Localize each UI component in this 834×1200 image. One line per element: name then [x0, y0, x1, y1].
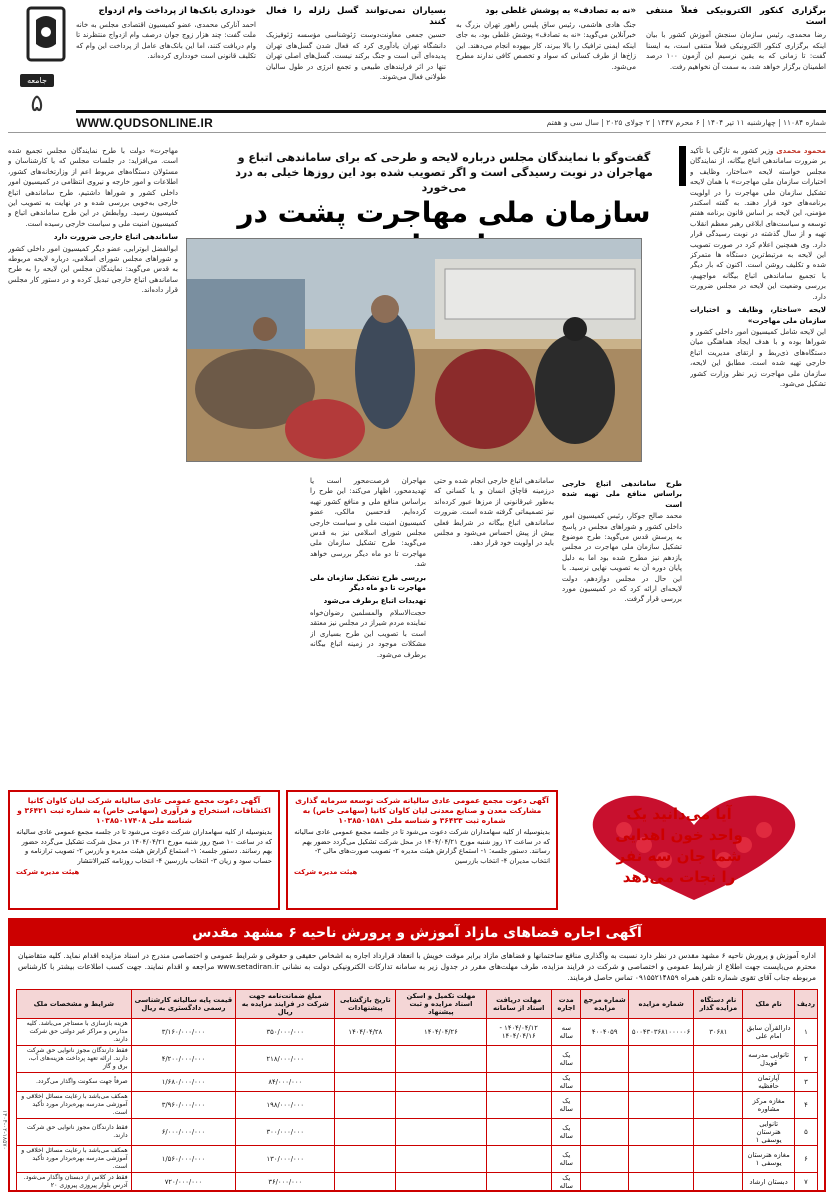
- brief-4: [76, 6, 256, 98]
- blood-ad-text: آیا می‌دانید یک واحد خون اهدایی شما جان سه نفر را نجات می‌دهد: [615, 805, 743, 886]
- table-cell: تانوایی هنرستان یوسفی ۱: [743, 1119, 795, 1146]
- table-cell: [335, 1119, 396, 1146]
- table-cell: [396, 1092, 486, 1119]
- kicker: گفت‌وگو با نمایندگان مجلس درباره لایحه و طرحی که برای ساماندهی اتباع و مهاجران در نوبت رسیدگی است و اگر تصویب شده بود این روزها خیلی به درد می‌خورد: [235, 151, 653, 194]
- byline: محمود محمدی: [776, 147, 826, 155]
- quds-logo: [6, 4, 68, 117]
- body-text: ابوالفضل ابوترابی، عضو دیگر کمیسیون امور داخلی کشور و شوراهای مجلس شورای اسلامی، درباره لایحه مربوطه به قدس می‌گوید: نمایندگان مجلس این لایحه را به طرح ساماندهی اتباع خارجی تبدیل کرده و در دستور کار مجلس قرار داده‌اند.: [8, 244, 178, 295]
- table-cell: تانوایی مدرسه قویدل: [743, 1046, 795, 1073]
- table-cell: فقط در کلاس از دبستان واگذار می‌شود. آدرس بلوار پیروزی پیروزی ۲۰: [17, 1173, 132, 1192]
- ad-box-2: [286, 790, 558, 910]
- table-header-cell: قیمت پایه سالیانه کارشناسی رسمی دادگستری به ریال: [131, 990, 236, 1019]
- headline-bar: [679, 146, 686, 186]
- table-cell: [486, 1119, 551, 1146]
- brief-text: حسین جمعی معاونت‌دوست ژئوشناسی مؤسسه ژئوفیزیک دانشگاه تهران یادآوری کرد که فعال شدن گسل‌های تهران پدیده‌ای آنی است و جنگ برکند نیست. گسل‌های اصلی تهران تنها در اثر فرایندهای طبیعی و تجمع انرژی در طول سالیان طولانی فعال می‌شوند.: [266, 31, 446, 81]
- table-cell: ۱۳۰/۰۰۰/۰۰۰: [236, 1146, 335, 1173]
- table-cell: [694, 1119, 743, 1146]
- table-cell: ۴: [794, 1092, 817, 1119]
- table-cell: دبستان ارشاد: [743, 1173, 795, 1192]
- table-cell: ۱۴۰۴/۰۴/۲۸: [335, 1019, 396, 1046]
- refugees-photo: [186, 239, 641, 462]
- table-cell: ۳/۱۶۰/۰۰۰/۰۰۰: [131, 1019, 236, 1046]
- body-text: ساماندهی اتباع خارجی انجام شده و حتی درزمینه قاچاق انسان و یا کسانی که به‌طور غیرقانونی از مرزها عبور کرده‌اند نیز تصمیماتی گرفته شده است. ضرورت ساماندهی اتباع بیگانه در شرایط فعلی بیش از پیش احساس می‌شود و مجلس باید در اولویت خود قرار دهد.: [434, 477, 554, 548]
- table-body: [17, 1019, 818, 1192]
- table-cell: [628, 1073, 693, 1092]
- table-row: [17, 1092, 818, 1119]
- brief-2: [456, 6, 636, 98]
- body-text: این لایحه شامل کمیسیون امور داخلی کشور و شوراها بوده و با هدف ایجاد هماهنگی میان دستگاه‌های ذی‌ربط و ارتقای مدیریت اتباع خارجی تهیه شده است. مطابق این لایحه، سازمان ملی مهاجرت زیر نظر وزارت کشور تشکیل می‌شود.: [690, 327, 826, 388]
- brief-title: خودداری بانک‌ها از پرداخت وام ازدواج: [98, 6, 256, 16]
- table-cell: ۳۶/۰۰۰/۰۰۰: [236, 1173, 335, 1192]
- table-cell: ۳۰۶۸۱: [694, 1019, 743, 1046]
- table-cell: مغازه هنرستان یوسفی ۱: [743, 1146, 795, 1173]
- subheading: لایحه «ساختار، وظایف و اختیارات سازمان ملی مهاجرت»: [690, 306, 826, 325]
- table-cell: ۷۲۰/۰۰۰/۰۰۰: [131, 1173, 236, 1192]
- table-header-cell: شماره مزایده: [628, 990, 693, 1019]
- info-bar: [76, 110, 826, 132]
- table-cell: [335, 1046, 396, 1073]
- table-cell: [628, 1119, 693, 1146]
- table-row: [17, 1146, 818, 1173]
- table-header-cell: مهلت تکمیل و اسکن اسناد مزایده و ثبت پیشنهاد: [396, 990, 486, 1019]
- table-cell: ۳: [794, 1073, 817, 1092]
- brief-1: [646, 6, 826, 98]
- table-cell: [694, 1073, 743, 1092]
- table-header-cell: شرایط و مشخصات ملک: [17, 990, 132, 1019]
- brief-title: «نه به تصادف» به پوشش غلطی بود: [485, 6, 636, 16]
- table-header-cell: مهلت دریافت اسناد از سامانه: [486, 990, 551, 1019]
- quds-logo-icon: [24, 4, 68, 68]
- brief-text: احمد آنارکی محمدی، عضو کمیسیون اقتصادی مجلس به خانه ملت گفت: چند هزار زوج جوان درصف وام ازدواج منتظرند تا وام دریافت کنند، اما این بانک‌های عامل از پرداخت این وام که تکلیف قانونی است خودداری کرده‌اند.: [76, 20, 256, 60]
- table-cell: [694, 1092, 743, 1119]
- website-link[interactable]: WWW.QUDSONLINE.IR: [76, 115, 214, 130]
- table-cell: ۵۰۰۴۳۰۳۶۸۱۰۰۰۰۰۶: [628, 1019, 693, 1046]
- table-cell: ۵: [794, 1119, 817, 1146]
- table-cell: [396, 1073, 486, 1092]
- table-cell: [581, 1046, 628, 1073]
- table-cell: سه ساله: [552, 1019, 581, 1046]
- subheading: طرح ساماندهی اتباع خارجی براساس منافع ملی تهیه شده است: [562, 480, 682, 509]
- brief-text: رضا محمدی، رئیس سازمان سنجش آموزش کشور با بیان اینکه برگزاری کنکور الکترونیکی فعلاً منتفی است، به ایسنا گفت: تا زمانی که به یقین نرسیم این آزمون ۱۰۰ درصد اطمینان برگزار خواهد شد، به سمت آن نخواهیم رفت.: [646, 31, 826, 71]
- table-cell: [628, 1146, 693, 1173]
- article-column-left: [8, 146, 178, 780]
- table-row: [17, 1019, 818, 1046]
- table-cell: [396, 1046, 486, 1073]
- table-cell: ۱۴۰۴/۰۴/۱۲ - ۱۴۰۴/۰۴/۱۶: [486, 1019, 551, 1046]
- article-column-mid1: [562, 476, 682, 780]
- headline: سازمان ملی مهاجرت پشت در: [237, 196, 651, 229]
- table-cell: [335, 1146, 396, 1173]
- table-cell: یک ساله: [552, 1173, 581, 1192]
- table-cell: ۸۴/۰۰۰/۰۰۰: [236, 1073, 335, 1092]
- table-cell: ۲: [794, 1046, 817, 1073]
- article-column-mid2: [434, 476, 554, 780]
- table-cell: یک ساله: [552, 1119, 581, 1146]
- table-cell: یک ساله: [552, 1092, 581, 1119]
- table-cell: [694, 1046, 743, 1073]
- brief-text: جنگ هادی هاشمی، رئیس ساق پلیس راهور تهران بزرگ به خبرآنلاین می‌گوید: «نه به تصادف» پوشش غلطی بود، به جای اینکه ایمنی ترافیک را بالا ببرند، کار بیهوده انجام می‌دهند. این زاخ‌ها از طرف کسانی که سواد و تخصص کافی ندارند مطرح می‌شود.: [456, 20, 636, 71]
- tender-intro: اداره آموزش و پرورش ناحیه ۶ مشهد مقدس در نظر دارد نسبت به واگذاری منافع ساختمانها و فضاهای مازاد برابر موقت خویش با انعقاد قرارداد اجاره به اشخاص حقیقی و حقوقی و شرایط عمومی و اختصاصی مندرج در اسناد مزایده اقدام نماید. کلیه متقاضیان محترم می‌بایست جهت اطلاع از شرایط عمومی و اختصاصی و شرکت در فرایند مزایده، طرف مهلت‌های مقرر در جدول زیر به سامانه تدارکات الکترونیکی دولت به نشانی www.setadiran.ir مراجعه و اقدام نمایند. جهت کسب اطلاعات بیشتر با کارشناس مربوطه جناب آقای تقوی شماره تلفن همراه ۰۹۱۵۵۲۱۴۸۵۹ تماس حاصل فرمایند.: [18, 951, 816, 982]
- table-header-cell: تاریخ بازگشایی پیشنهادات: [335, 990, 396, 1019]
- table-cell: فقط دارندگان مجوز نانوایی حق شرکت دارند. ارائه تعهد پرداخت هزینه‌های آب، برق و گاز: [17, 1046, 132, 1073]
- table-header-row: [17, 990, 818, 1019]
- table-cell: ۲۱۸/۰۰۰/۰۰۰: [236, 1046, 335, 1073]
- tender-ad: [8, 918, 826, 1192]
- table-cell: هزینه بازسازی با مستاجر می‌باشد. کلیه مدارس و مراکز غیر دولتی حق شرکت دارند.: [17, 1019, 132, 1046]
- ad-signature: هیئت مدیره شرکت: [16, 868, 80, 876]
- table-header-cell: ردیف: [794, 990, 817, 1019]
- table-cell: ۱/۶۸۰/۰۰۰/۰۰۰: [131, 1073, 236, 1092]
- body-text: مهاجرت» دولت با طرح نمایندگان مجلس تجمیع شده است. می‌افزاید: در جلسات مجلس که با کارشناسان و مسئولان دستگاه‌های مربوط اعم از وزارتخانه‌های کشور، اطلاعات و امور خارجه و نیروی انتظامی در کمیسیون امور داخلی کشور و شوراها داشتیم، طرح ساماندهی اتباع خارجی به‌خوبی بررسی شده و در نهایت به تصویب این کمیسیون رسید. روابطش در این طرح ساماندهی اتباع و کمیسیون امنیت ملی و سیاست خارجی رسیده است.: [8, 147, 178, 228]
- table-cell: [694, 1173, 743, 1192]
- ad-body: بدینوسیله از کلیه سهامداران شرکت دعوت می‌شود تا در جلسه مجمع عمومی عادی سالیانه که در ساعت ۱۲ روز شنبه مورخ ۱۴۰۴/۰۴/۲۱ در محل شرکت تشکیل می‌گردد حضور بهم رسانند. دستور جلسه: ۱- استماع گزارش هیئت مدیره ۲- تصویب صورت‌های مالی ۳- انتخاب مدیران ۴- انتخاب بازرسین: [294, 828, 550, 865]
- body-text: حجت‌الاسلام والمسلمین رضوان‌خواه نماینده مردم شیراز در مجلس نیز معتقد است با تصویب این طرح بسیاری از مشکلات موجود در زمینه اتباع بیگانه برطرف می‌شود.: [310, 608, 426, 659]
- table-cell: همکف می‌باشد با رعایت مسائل اخلاقی و آموزشی مدرسه بهره‌بردار مورد تأکید است.: [17, 1146, 132, 1173]
- table-cell: مغازه مرکز مشاوره: [743, 1092, 795, 1119]
- table-cell: [396, 1146, 486, 1173]
- article-photo: [186, 238, 642, 462]
- table-cell: ۶/۰۰۰/۰۰۰/۰۰۰: [131, 1119, 236, 1146]
- table-cell: [581, 1073, 628, 1092]
- table-cell: [581, 1092, 628, 1119]
- table-header-cell: مبلغ ضمانت‌نامه جهت شرکت در فرایند مزایده به ریال: [236, 990, 335, 1019]
- table-cell: ۱۴۰۴/۰۴/۲۶: [396, 1019, 486, 1046]
- table-cell: [581, 1146, 628, 1173]
- table-cell: [486, 1092, 551, 1119]
- page-number: ۵: [30, 89, 44, 117]
- top-news-strip: [76, 6, 826, 98]
- table-cell: [581, 1119, 628, 1146]
- table-cell: [486, 1173, 551, 1192]
- table-cell: دارالقرآن سابق امام علی: [743, 1019, 795, 1046]
- table-cell: ۳۰۰/۰۰۰/۰۰۰: [236, 1119, 335, 1146]
- ad-signature: هیئت مدیره شرکت: [294, 868, 358, 876]
- table-cell: [335, 1173, 396, 1192]
- table-cell: [694, 1146, 743, 1173]
- ad-box-1: [8, 790, 280, 910]
- table-cell: آپارتمان حافظیه: [743, 1073, 795, 1092]
- table-header-cell: شماره مرجع مزایده: [581, 990, 628, 1019]
- table-cell: صرفاً جهت سکونت واگذار می‌گردد.: [17, 1073, 132, 1092]
- table-cell: [396, 1119, 486, 1146]
- table-cell: ۷: [794, 1173, 817, 1192]
- table-header-cell: مدت اجاره: [552, 990, 581, 1019]
- section-badge: جامعه: [20, 74, 54, 87]
- body-text: مهاجران فرصت‌محور است یا تهدیدمحور، اظهار می‌کند: این طرح را براساس منافع ملی و منافع کشور تهیه کرده‌ایم. قدحسین مالکی، عضو کمیسیون امنیت ملی و سیاست خارجی مجلس شورای اسلامی نیز به قدس می‌گوید: طرح تشکیل سازمان ملی مهاجرت تا دو ماه دیگر بررسی خواهد شد.: [310, 477, 426, 569]
- body-text: وزیر کشور به تازگی با تأکید بر ضرورت ساماندهی اتباع بیگانه، از نمایندگان مجلس خواسته لایحه «ساختار، وظایف و اختیارات سازمان ملی مهاجرت» با همان لایحه تشکیل سازمان ملی مهاجرت را در اولویت برنامه‌های خود قرار دهند. به گفته اسکندر مؤمنی، این لایحه بر اساس قانون برنامه هفتم توسعه و سیاست‌های ابلاغی رهبر معظم انقلاب تهیه و از سال گذشته در نوبت رسیدگی قرار دارد. وی همچنین اعلام کرد در صورت تصویب این لایحه به مرتبط‌ترین دستگاه ها متمرکز شده و تکلیف روشن است. اکنون که بار دیگر با تجمیع ساماندهی اتباع بیگانه مواجهیم، بررسی وضعیت این لایحه در مجلس ضرورت دارد.: [690, 147, 826, 301]
- table-cell: [628, 1046, 693, 1073]
- tender-table: [16, 989, 818, 1192]
- table-cell: یک ساله: [552, 1073, 581, 1092]
- table-cell: [486, 1146, 551, 1173]
- table-cell: [335, 1073, 396, 1092]
- ads-row: [8, 790, 826, 910]
- article-column-right: [690, 146, 826, 780]
- table-cell: ۳/۹۶۰/۰۰۰/۰۰۰: [131, 1092, 236, 1119]
- blood-donation-ad: [564, 790, 826, 910]
- table-row: [17, 1073, 818, 1092]
- subheading: بررسی طرح تشکیل سازمان ملی مهاجرت تا دو ماه دیگر: [310, 573, 426, 593]
- ad-title: آگهی دعوت مجمع عمومی عادی سالیانه شرکت لیان کاوان کانیا اکتشافات، استخراج و فرآوری (سهامی خاص) به شماره ثبت ۳۶۴۲۱ و شناسه ملی ۱۰۳۸۵۰۱۷۴۰۸: [17, 796, 271, 825]
- table-cell: [486, 1073, 551, 1092]
- table-header-cell: نام ملک: [743, 990, 795, 1019]
- ad-body: بدینوسیله از کلیه سهامداران شرکت دعوت می‌شود تا در جلسه مجمع عمومی عادی سالیانه که در ساعت ۱۰ صبح روز شنبه مورخ ۱۴۰۴/۰۴/۲۱ در محل شرکت تشکیل می‌گردد حضور بهم رسانند. دستور جلسه: ۱- استماع گزارش هیئت مدیره و بازرس ۲- تصویب ترازنامه و حساب سود و زیان ۳- انتخاب بازرسین ۴- انتخاب روزنامه کثیرالانتشار: [16, 828, 272, 865]
- table-cell: ۴/۲۰۰/۰۰۰/۰۰۰: [131, 1046, 236, 1073]
- table-row: [17, 1119, 818, 1146]
- table-cell: [628, 1092, 693, 1119]
- ad-title: آگهی دعوت مجمع عمومی عادی سالیانه شرکت توسعه سرمایه گذاری مشارکت معدن و صنایع معدنی لیان کاوان کانیا (سهامی خاص) به شماره ثبت ۳۶۴۳۳ و شناسه ملی ۱۰۳۸۵۰۱۵۸۱: [295, 796, 549, 825]
- brief-title: بسیاران تمی‌توانند گسل زلزله را فعال کنند: [266, 6, 446, 27]
- divider: [8, 132, 826, 133]
- table-cell: [628, 1173, 693, 1192]
- table-cell: ۴۰۰۴۰۵۹: [581, 1019, 628, 1046]
- table-cell: ۳۵۰/۰۰۰/۰۰۰: [236, 1019, 335, 1046]
- table-cell: فقط دارندگان مجوز نانوایی حق شرکت دارند.: [17, 1119, 132, 1146]
- brief-3: [266, 6, 446, 98]
- table-cell: ۱۹۸/۰۰۰/۰۰۰: [236, 1092, 335, 1119]
- table-row: [17, 1173, 818, 1192]
- table-cell: ۱/۵۶۰/۰۰۰/۰۰۰: [131, 1146, 236, 1173]
- table-cell: [486, 1046, 551, 1073]
- issue-date: شماره ۱۱۰۸۴ | چهارشنبه ۱۱ تیر ۱۴۰۴ | ۶ محرم ۱۴۴۷ | ۲ جولای ۲۰۲۵ | سال سی و هفتم: [546, 118, 826, 127]
- table-cell: ۱: [794, 1019, 817, 1046]
- table-cell: [581, 1173, 628, 1192]
- table-cell: همکف می‌باشد با رعایت مسائل اخلاقی و آموزشی مدرسه بهره‌بردار مورد تأکید است.: [17, 1092, 132, 1119]
- article-column-mid3: [310, 476, 426, 780]
- table-cell: یک ساله: [552, 1146, 581, 1173]
- subheading: ساماندهی اتباع خارجی ضرورت دارد: [53, 233, 178, 242]
- table-cell: یک ساله: [552, 1046, 581, 1073]
- table-cell: [396, 1173, 486, 1192]
- table-cell: [335, 1092, 396, 1119]
- subheading: تهدیدات اتباع برطرف می‌شود: [323, 597, 426, 606]
- tender-title: آگهی اجاره فضاهای مازاد آموزش و پرورش ناحیه ۶ مشهد مقدس: [10, 920, 824, 946]
- table-cell: ۶: [794, 1146, 817, 1173]
- table-header-cell: نام دستگاه مزایده گذار: [694, 990, 743, 1019]
- side-code: ۱۴۰۴-۰۲-۱۸۵۷۰: [1, 1110, 8, 1150]
- body-text: محمد صالح جوکار، رئیس کمیسیون امور داخلی کشور و شوراهای مجلس در پاسخ به پرسش قدس می‌گوید: طرح موضوع تشکیل سازمان ملی مهاجرت در مجلس یازدهم نیز مطرح شده بود اما به دلیل پایان دوره آن به تصویب نهایی نرسید. با این حال در مجلس دوازدهم، دولت لایحه‌ای ارائه کرد که در کمیسیون مورد بررسی قرار گرفت.: [562, 512, 682, 604]
- brief-title: برگزاری کنکور الکترونیکی فعلاً منتفی است: [646, 6, 826, 27]
- table-row: [17, 1046, 818, 1073]
